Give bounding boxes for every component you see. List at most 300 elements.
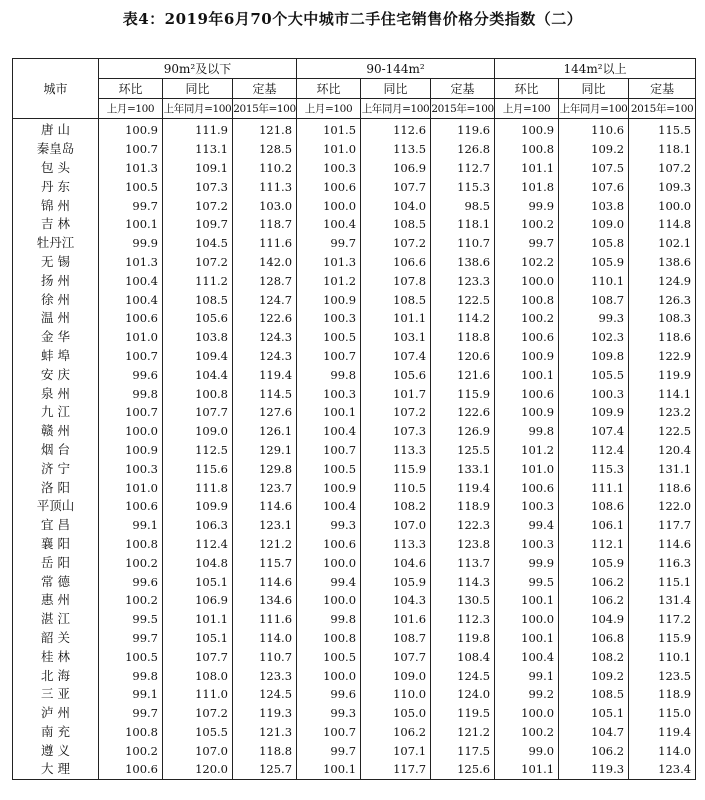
index-value-cell: 115.7 — [233, 553, 297, 572]
index-value-cell: 123.8 — [431, 535, 495, 554]
index-value-cell: 100.9 — [495, 403, 559, 422]
index-value-cell: 100.9 — [297, 290, 361, 309]
group-header-small: 90m²及以下 — [99, 59, 297, 79]
index-value-cell: 100.0 — [629, 196, 696, 215]
index-value-cell: 108.2 — [361, 497, 431, 516]
index-value-cell: 118.9 — [431, 497, 495, 516]
index-value-cell: 100.8 — [99, 535, 163, 554]
index-value-cell: 109.0 — [559, 215, 629, 234]
index-value-cell: 128.5 — [233, 140, 297, 159]
index-value-cell: 100.4 — [99, 290, 163, 309]
index-value-cell: 109.9 — [163, 497, 233, 516]
index-value-cell: 107.7 — [361, 177, 431, 196]
index-value-cell: 108.3 — [629, 309, 696, 328]
index-value-cell: 111.9 — [163, 119, 233, 140]
index-value-cell: 99.8 — [297, 365, 361, 384]
index-value-cell: 99.6 — [99, 365, 163, 384]
index-value-cell: 100.2 — [495, 215, 559, 234]
city-cell: 常 德 — [13, 572, 99, 591]
index-value-cell: 104.5 — [163, 234, 233, 253]
index-value-cell: 128.7 — [233, 271, 297, 290]
table-row — [13, 553, 696, 572]
index-value-cell: 99.0 — [495, 741, 559, 760]
city-cell: 泉 州 — [13, 384, 99, 403]
index-value-cell: 104.7 — [559, 723, 629, 742]
index-value-cell: 99.7 — [99, 196, 163, 215]
index-value-cell: 110.2 — [233, 159, 297, 178]
index-value-cell: 118.6 — [629, 328, 696, 347]
index-value-cell: 109.9 — [559, 403, 629, 422]
index-value-cell: 99.5 — [99, 610, 163, 629]
index-value-cell: 100.4 — [495, 647, 559, 666]
index-value-cell: 106.2 — [559, 741, 629, 760]
base-header-yoy: 上年同月=100 — [361, 99, 431, 119]
index-value-cell: 103.8 — [559, 196, 629, 215]
index-value-cell: 103.8 — [163, 328, 233, 347]
index-value-cell: 124.3 — [233, 328, 297, 347]
index-value-cell: 110.1 — [629, 647, 696, 666]
index-value-cell: 99.8 — [99, 384, 163, 403]
city-cell: 惠 州 — [13, 591, 99, 610]
index-value-cell: 122.5 — [431, 290, 495, 309]
index-value-cell: 99.2 — [495, 685, 559, 704]
index-value-cell: 101.7 — [361, 384, 431, 403]
index-value-cell: 129.1 — [233, 441, 297, 460]
table-row — [13, 271, 696, 290]
index-value-cell: 114.1 — [629, 384, 696, 403]
index-value-cell: 100.5 — [297, 459, 361, 478]
index-value-cell: 100.8 — [163, 384, 233, 403]
index-value-cell: 109.0 — [163, 422, 233, 441]
index-value-cell: 101.1 — [361, 309, 431, 328]
index-value-cell: 125.5 — [431, 441, 495, 460]
city-cell: 扬 州 — [13, 271, 99, 290]
index-value-cell: 115.6 — [163, 459, 233, 478]
index-value-cell: 100.8 — [495, 290, 559, 309]
table-row — [13, 234, 696, 253]
index-value-cell: 108.5 — [361, 215, 431, 234]
index-value-cell: 100.0 — [495, 704, 559, 723]
index-value-cell: 100.7 — [99, 347, 163, 366]
index-value-cell: 101.8 — [495, 177, 559, 196]
index-value-cell: 119.3 — [559, 760, 629, 779]
index-value-cell: 107.7 — [361, 647, 431, 666]
index-value-cell: 101.2 — [297, 271, 361, 290]
city-cell: 温 州 — [13, 309, 99, 328]
index-value-cell: 113.3 — [361, 535, 431, 554]
index-value-cell: 102.3 — [559, 328, 629, 347]
index-value-cell: 101.0 — [495, 459, 559, 478]
index-value-cell: 107.1 — [361, 741, 431, 760]
index-value-cell: 111.6 — [233, 234, 297, 253]
index-value-cell: 108.7 — [361, 629, 431, 648]
index-value-cell: 101.3 — [99, 253, 163, 272]
index-value-cell: 121.6 — [431, 365, 495, 384]
city-cell: 遵 义 — [13, 741, 99, 760]
city-cell: 泸 州 — [13, 704, 99, 723]
index-value-cell: 105.6 — [163, 309, 233, 328]
index-value-cell: 105.6 — [361, 365, 431, 384]
index-value-cell: 120.4 — [629, 441, 696, 460]
table-row — [13, 403, 696, 422]
index-value-cell: 100.0 — [495, 271, 559, 290]
index-value-cell: 100.1 — [99, 215, 163, 234]
index-value-cell: 122.3 — [431, 516, 495, 535]
index-value-cell: 107.4 — [559, 422, 629, 441]
index-value-cell: 133.1 — [431, 459, 495, 478]
index-value-cell: 99.5 — [495, 572, 559, 591]
index-value-cell: 100.3 — [297, 159, 361, 178]
table-row — [13, 629, 696, 648]
index-value-cell: 108.6 — [559, 497, 629, 516]
sub-header-mom: 环比 — [99, 79, 163, 99]
index-value-cell: 119.8 — [431, 629, 495, 648]
city-cell: 桂 林 — [13, 647, 99, 666]
city-cell: 湛 江 — [13, 610, 99, 629]
index-value-cell: 123.5 — [629, 666, 696, 685]
index-value-cell: 99.8 — [99, 666, 163, 685]
index-value-cell: 122.6 — [233, 309, 297, 328]
index-value-cell: 111.6 — [233, 610, 297, 629]
index-value-cell: 115.1 — [629, 572, 696, 591]
table-row — [13, 760, 696, 779]
index-value-cell: 105.9 — [559, 253, 629, 272]
index-value-cell: 98.5 — [431, 196, 495, 215]
index-value-cell: 102.2 — [495, 253, 559, 272]
index-value-cell: 99.3 — [559, 309, 629, 328]
index-value-cell: 104.4 — [163, 365, 233, 384]
table-row — [13, 741, 696, 760]
table-row — [13, 516, 696, 535]
index-value-cell: 101.1 — [163, 610, 233, 629]
city-cell: 平顶山 — [13, 497, 99, 516]
index-value-cell: 130.5 — [431, 591, 495, 610]
index-value-cell: 119.5 — [431, 704, 495, 723]
index-value-cell: 100.9 — [495, 119, 559, 140]
city-cell: 蚌 埠 — [13, 347, 99, 366]
index-value-cell: 106.2 — [559, 591, 629, 610]
index-value-cell: 100.6 — [495, 384, 559, 403]
index-value-cell: 100.9 — [495, 347, 559, 366]
index-value-cell: 101.3 — [297, 253, 361, 272]
index-value-cell: 112.6 — [361, 119, 431, 140]
index-value-cell: 100.3 — [495, 535, 559, 554]
index-value-cell: 131.4 — [629, 591, 696, 610]
index-value-cell: 106.1 — [559, 516, 629, 535]
table-row — [13, 610, 696, 629]
index-value-cell: 104.0 — [361, 196, 431, 215]
index-value-cell: 107.6 — [559, 177, 629, 196]
index-value-cell: 99.9 — [495, 553, 559, 572]
index-value-cell: 100.2 — [99, 741, 163, 760]
index-value-cell: 100.6 — [99, 309, 163, 328]
index-value-cell: 99.1 — [495, 666, 559, 685]
index-value-cell: 100.9 — [99, 119, 163, 140]
table-row — [13, 290, 696, 309]
city-cell: 丹 东 — [13, 177, 99, 196]
index-value-cell: 114.6 — [233, 572, 297, 591]
index-value-cell: 108.5 — [163, 290, 233, 309]
index-value-cell: 107.2 — [163, 196, 233, 215]
index-value-cell: 101.1 — [495, 159, 559, 178]
table-row — [13, 591, 696, 610]
index-value-cell: 114.2 — [431, 309, 495, 328]
table-row — [13, 253, 696, 272]
index-value-cell: 100.1 — [495, 629, 559, 648]
index-value-cell: 99.9 — [99, 234, 163, 253]
index-value-cell: 113.3 — [361, 441, 431, 460]
index-value-cell: 104.3 — [361, 591, 431, 610]
index-value-cell: 119.3 — [233, 704, 297, 723]
index-value-cell: 126.1 — [233, 422, 297, 441]
index-value-cell: 107.2 — [361, 403, 431, 422]
index-value-cell: 107.7 — [163, 403, 233, 422]
index-value-cell: 125.6 — [431, 760, 495, 779]
index-value-cell: 100.6 — [99, 497, 163, 516]
index-value-cell: 99.7 — [99, 629, 163, 648]
base-header-yoy: 上年同月=100 — [559, 99, 629, 119]
index-value-cell: 100.4 — [297, 422, 361, 441]
index-value-cell: 123.2 — [629, 403, 696, 422]
index-value-cell: 115.9 — [629, 629, 696, 648]
index-value-cell: 103.0 — [233, 196, 297, 215]
city-cell: 北 海 — [13, 666, 99, 685]
index-value-cell: 138.6 — [431, 253, 495, 272]
index-value-cell: 118.8 — [431, 328, 495, 347]
index-value-cell: 100.3 — [559, 384, 629, 403]
index-value-cell: 103.1 — [361, 328, 431, 347]
index-value-cell: 118.9 — [629, 685, 696, 704]
index-value-cell: 107.3 — [163, 177, 233, 196]
index-value-cell: 109.3 — [629, 177, 696, 196]
index-value-cell: 106.2 — [559, 572, 629, 591]
index-value-cell: 100.6 — [495, 478, 559, 497]
index-value-cell: 108.0 — [163, 666, 233, 685]
index-value-cell: 100.7 — [297, 441, 361, 460]
index-value-cell: 122.9 — [629, 347, 696, 366]
index-value-cell: 101.0 — [297, 140, 361, 159]
index-value-cell: 107.2 — [163, 704, 233, 723]
index-value-cell: 111.2 — [163, 271, 233, 290]
index-value-cell: 111.3 — [233, 177, 297, 196]
index-value-cell: 122.0 — [629, 497, 696, 516]
table-row — [13, 535, 696, 554]
table-row — [13, 159, 696, 178]
city-cell: 岳 阳 — [13, 553, 99, 572]
index-value-cell: 101.2 — [495, 441, 559, 460]
index-value-cell: 106.6 — [361, 253, 431, 272]
index-value-cell: 111.0 — [163, 685, 233, 704]
index-value-cell: 115.3 — [559, 459, 629, 478]
index-value-cell: 101.0 — [99, 478, 163, 497]
index-value-cell: 119.4 — [431, 478, 495, 497]
index-value-cell: 107.7 — [163, 647, 233, 666]
index-value-cell: 100.0 — [297, 553, 361, 572]
index-value-cell: 113.1 — [163, 140, 233, 159]
index-value-cell: 112.7 — [431, 159, 495, 178]
index-value-cell: 107.5 — [559, 159, 629, 178]
index-value-cell: 105.1 — [559, 704, 629, 723]
index-value-cell: 107.2 — [361, 234, 431, 253]
index-value-cell: 142.0 — [233, 253, 297, 272]
index-value-cell: 107.3 — [361, 422, 431, 441]
index-value-cell: 123.4 — [629, 760, 696, 779]
index-value-cell: 124.9 — [629, 271, 696, 290]
index-value-cell: 121.3 — [233, 723, 297, 742]
city-cell: 安 庆 — [13, 365, 99, 384]
city-cell: 济 宁 — [13, 459, 99, 478]
index-value-cell: 99.7 — [495, 234, 559, 253]
index-value-cell: 105.5 — [559, 365, 629, 384]
index-value-cell: 126.9 — [431, 422, 495, 441]
index-value-cell: 104.6 — [361, 553, 431, 572]
index-value-cell: 114.0 — [629, 741, 696, 760]
index-value-cell: 107.2 — [163, 253, 233, 272]
index-value-cell: 119.4 — [233, 365, 297, 384]
index-value-cell: 112.4 — [163, 535, 233, 554]
index-value-cell: 101.5 — [297, 119, 361, 140]
index-value-cell: 100.0 — [297, 591, 361, 610]
index-value-cell: 100.7 — [297, 723, 361, 742]
city-cell: 牡丹江 — [13, 234, 99, 253]
index-value-cell: 131.1 — [629, 459, 696, 478]
index-value-cell: 99.6 — [297, 685, 361, 704]
city-cell: 三 亚 — [13, 685, 99, 704]
index-value-cell: 100.9 — [99, 441, 163, 460]
index-value-cell: 112.3 — [431, 610, 495, 629]
index-value-cell: 117.7 — [361, 760, 431, 779]
index-value-cell: 124.0 — [431, 685, 495, 704]
index-value-cell: 100.6 — [99, 760, 163, 779]
index-value-cell: 99.3 — [297, 516, 361, 535]
index-value-cell: 126.8 — [431, 140, 495, 159]
index-value-cell: 105.8 — [559, 234, 629, 253]
index-value-cell: 114.6 — [233, 497, 297, 516]
index-value-cell: 102.1 — [629, 234, 696, 253]
index-value-cell: 106.8 — [559, 629, 629, 648]
index-value-cell: 118.1 — [629, 140, 696, 159]
table-row — [13, 328, 696, 347]
index-value-cell: 101.6 — [361, 610, 431, 629]
index-value-cell: 113.7 — [431, 553, 495, 572]
index-value-cell: 100.0 — [495, 610, 559, 629]
index-value-cell: 100.5 — [297, 328, 361, 347]
index-value-cell: 100.2 — [99, 553, 163, 572]
sub-header-yoy: 同比 — [163, 79, 233, 99]
index-value-cell: 119.9 — [629, 365, 696, 384]
index-value-cell: 110.7 — [431, 234, 495, 253]
index-value-cell: 100.4 — [297, 497, 361, 516]
index-value-cell: 104.8 — [163, 553, 233, 572]
index-value-cell: 105.9 — [559, 553, 629, 572]
index-value-cell: 99.7 — [297, 234, 361, 253]
group-header-large: 144m²以上 — [495, 59, 696, 79]
index-value-cell: 110.7 — [233, 647, 297, 666]
index-value-cell: 122.6 — [431, 403, 495, 422]
index-value-cell: 106.9 — [163, 591, 233, 610]
city-cell: 洛 阳 — [13, 478, 99, 497]
index-value-cell: 100.8 — [99, 723, 163, 742]
sub-header-fixed: 定基 — [431, 79, 495, 99]
index-value-cell: 115.5 — [629, 119, 696, 140]
index-value-cell: 99.8 — [297, 610, 361, 629]
index-value-cell: 100.1 — [495, 591, 559, 610]
city-cell: 宜 昌 — [13, 516, 99, 535]
index-value-cell: 100.3 — [99, 459, 163, 478]
base-header-mom: 上月=100 — [495, 99, 559, 119]
city-cell: 吉 林 — [13, 215, 99, 234]
index-value-cell: 100.1 — [297, 403, 361, 422]
index-value-cell: 121.8 — [233, 119, 297, 140]
index-value-cell: 116.3 — [629, 553, 696, 572]
index-value-cell: 107.0 — [163, 741, 233, 760]
index-value-cell: 100.3 — [495, 497, 559, 516]
index-value-cell: 100.4 — [99, 271, 163, 290]
index-value-cell: 111.1 — [559, 478, 629, 497]
sub-header-yoy: 同比 — [559, 79, 629, 99]
index-value-cell: 118.7 — [233, 215, 297, 234]
index-value-cell: 105.9 — [361, 572, 431, 591]
group-header-medium: 90-144m² — [297, 59, 495, 79]
index-value-cell: 105.1 — [163, 629, 233, 648]
index-value-cell: 115.0 — [629, 704, 696, 723]
index-value-cell: 112.4 — [559, 441, 629, 460]
index-value-cell: 123.7 — [233, 478, 297, 497]
index-value-cell: 99.1 — [99, 516, 163, 535]
index-value-cell: 115.9 — [361, 459, 431, 478]
index-value-cell: 109.8 — [559, 347, 629, 366]
index-value-cell: 100.2 — [495, 309, 559, 328]
index-value-cell: 107.4 — [361, 347, 431, 366]
index-value-cell: 100.3 — [297, 309, 361, 328]
index-value-cell: 100.2 — [99, 591, 163, 610]
table-row — [13, 478, 696, 497]
index-value-cell: 108.4 — [431, 647, 495, 666]
index-value-cell: 110.5 — [361, 478, 431, 497]
table-row — [13, 666, 696, 685]
index-value-cell: 114.8 — [629, 215, 696, 234]
city-cell: 烟 台 — [13, 441, 99, 460]
table-row — [13, 215, 696, 234]
index-value-cell: 105.1 — [163, 572, 233, 591]
index-value-cell: 127.6 — [233, 403, 297, 422]
price-index-table — [12, 58, 696, 780]
city-cell: 包 头 — [13, 159, 99, 178]
index-value-cell: 123.3 — [233, 666, 297, 685]
index-value-cell: 106.9 — [361, 159, 431, 178]
table-row — [13, 723, 696, 742]
city-cell: 九 江 — [13, 403, 99, 422]
index-value-cell: 109.1 — [163, 159, 233, 178]
index-value-cell: 100.8 — [495, 140, 559, 159]
base-header-mom: 上月=100 — [99, 99, 163, 119]
table-row — [13, 309, 696, 328]
index-value-cell: 110.0 — [361, 685, 431, 704]
index-value-cell: 100.5 — [297, 647, 361, 666]
index-value-cell: 105.0 — [361, 704, 431, 723]
index-value-cell: 114.3 — [431, 572, 495, 591]
index-value-cell: 108.2 — [559, 647, 629, 666]
index-value-cell: 99.6 — [99, 572, 163, 591]
index-value-cell: 107.0 — [361, 516, 431, 535]
city-cell: 金 华 — [13, 328, 99, 347]
index-value-cell: 120.0 — [163, 760, 233, 779]
index-value-cell: 124.7 — [233, 290, 297, 309]
index-value-cell: 110.6 — [559, 119, 629, 140]
index-value-cell: 108.7 — [559, 290, 629, 309]
index-value-cell: 118.1 — [431, 215, 495, 234]
index-value-cell: 123.3 — [431, 271, 495, 290]
